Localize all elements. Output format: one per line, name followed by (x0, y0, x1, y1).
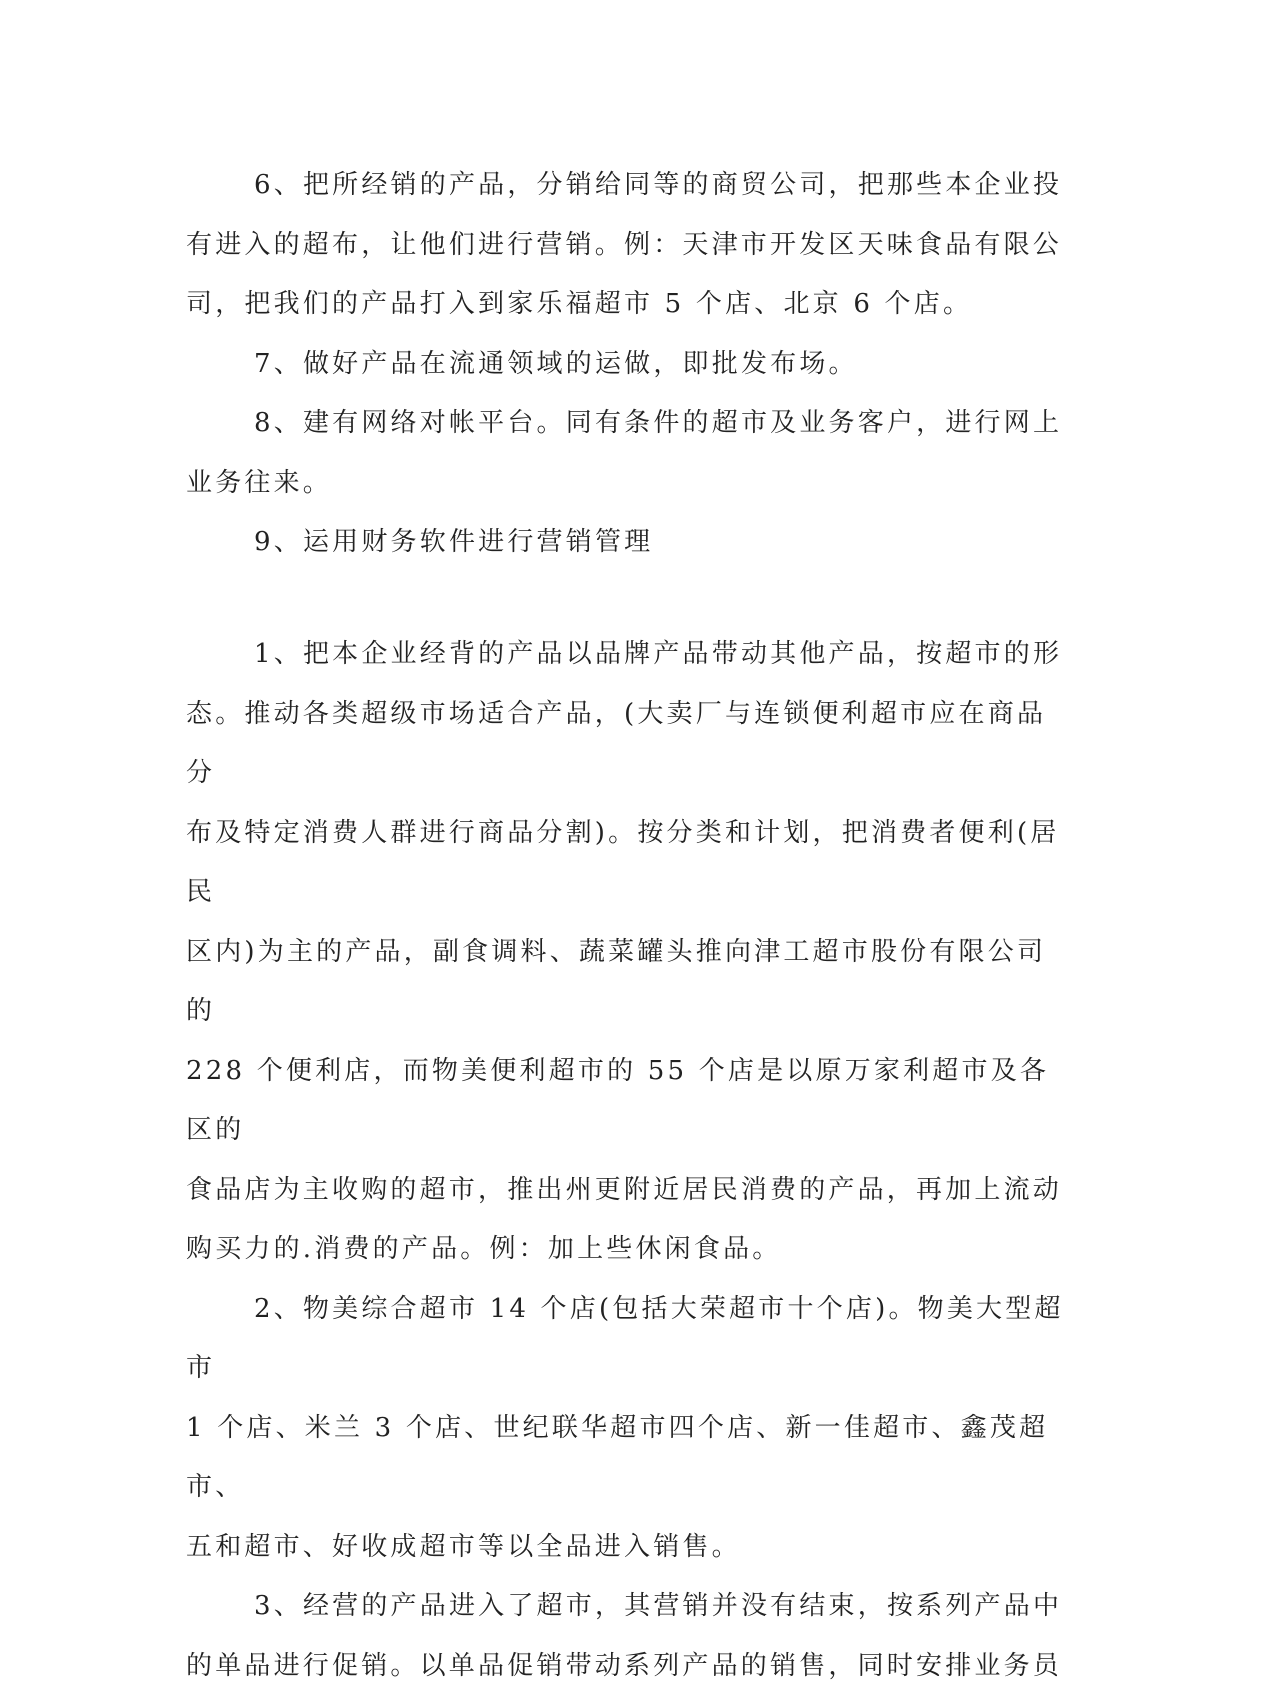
paragraph-item-9: 9、运用财务软件进行营销管理 (254, 527, 654, 557)
section-two (186, 625, 1066, 1696)
paragraph-item-1: 1、把本企业经背的产品以品牌产品带动其他产品，按超市的形 态。推动各类超级市场适合产品，(大卖厂与连锁便利超市应在商品分 布及特定消费人群进行商品分割)。按分类和计划，把消费者便利(居民 区内)为主的产品，副食调料、蔬菜罐头推向津工超市股份有限公司的 228 个便利店，而物美便利超市的 55 个店是以原万家利超市及各区的 食品店为主收购的超市，推出州更附近居民消费的产品，再加上流动 购买力的.消费的产品。例：加上些休闲食品。 (186, 639, 1063, 1264)
paragraph-item-3: 3、经营的产品进入了超市，其营销并没有结束，按系列产品中 的单品进行促销。以单品促销带动系列产品的销售，同时安排业务员 (186, 1591, 1063, 1681)
paragraph-item-2: 2、物美综合超市 14 个店(包括大荣超市十个店)。物美大型超市 1 个店、米兰 3 个店、世纪联华超市四个店、新一佳超市、鑫茂超市、 五和超市、好收成超市等以全品进入销售。 (186, 1293, 1064, 1562)
paragraph-item-6: 6、把所经销的产品，分销给同等的商贸公司，把那些本企业投 有进入的超布，让他们进行营销。例：天津市开发区天味食品有限公 司，把我们的产品打入到家乐福超市 5 个店、北京 6 个店。 (186, 170, 1063, 319)
section-one (186, 156, 1066, 573)
paragraph-item-8: 8、建有网络对帐平台。同有条件的超市及业务客户，进行网上 业务往来。 (186, 408, 1063, 498)
paragraph-item-7: 7、做好产品在流通领域的运做，即批发布场。 (254, 348, 858, 379)
